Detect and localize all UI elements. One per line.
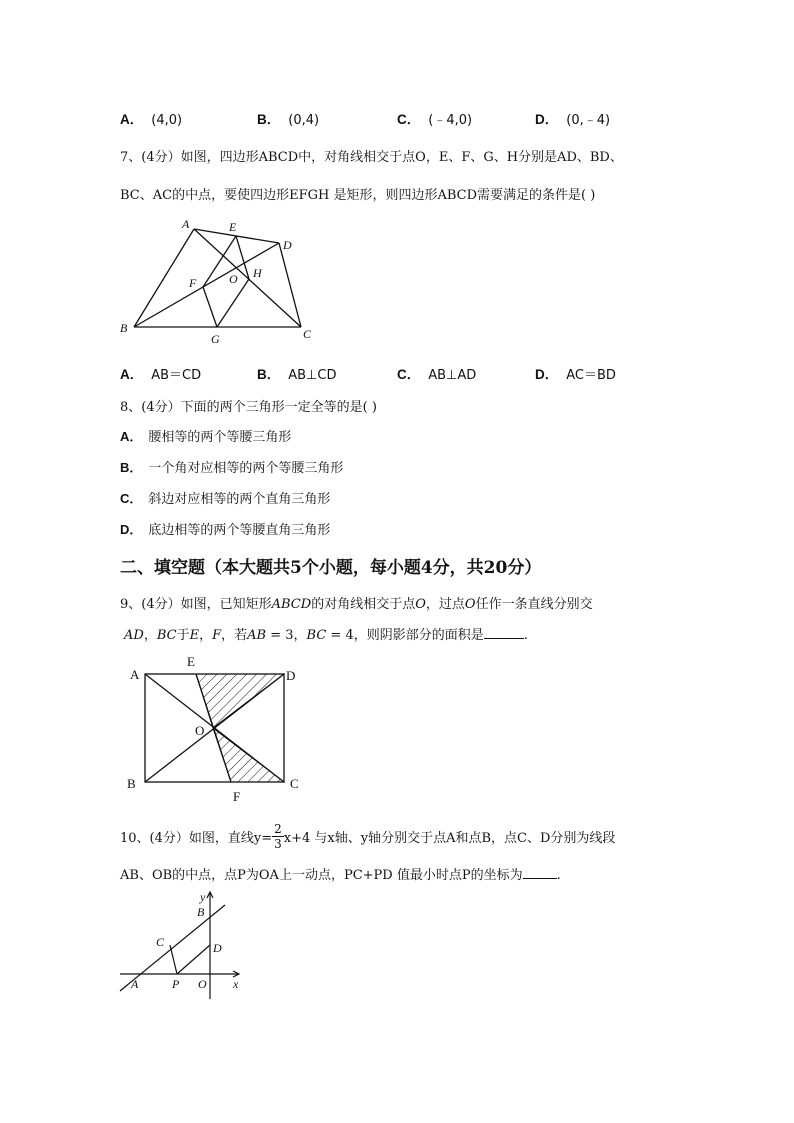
text: ， — [199, 628, 213, 643]
denominator: 3 — [274, 836, 282, 851]
text-italic: AB — [247, 628, 267, 643]
label-o: O — [198, 977, 207, 991]
segment-cp — [170, 945, 177, 974]
q8-stem: 8、(4分）下面的两个三角形一定全等的是( ) — [120, 400, 377, 415]
q8-option-a — [120, 426, 291, 445]
label-p: P — [172, 977, 180, 991]
option-letter: B． — [257, 112, 281, 127]
label-f: F — [233, 789, 241, 804]
text-italic: E — [189, 628, 200, 643]
side-dc — [279, 243, 301, 327]
option-letter: D． — [535, 112, 559, 127]
label-e: E — [187, 654, 195, 669]
label-o: O — [195, 723, 205, 738]
option-letter: A． — [120, 429, 143, 444]
q9-figure — [120, 652, 320, 808]
text: 任作一条直线分别交 — [475, 597, 593, 612]
option-text: (4,0) — [151, 113, 183, 128]
option-letter: D． — [535, 367, 559, 382]
option-text: AB⊥CD — [288, 368, 337, 383]
label-a: A — [182, 217, 190, 231]
option-letter: A． — [120, 112, 144, 127]
text: 9、(4分）如图，已知矩形 — [120, 597, 272, 612]
q7-option-a — [120, 363, 201, 383]
option-text: 斜边对应相等的两个直角三角形 — [148, 492, 331, 507]
label-x: x — [233, 977, 239, 991]
option-letter: B． — [257, 367, 281, 382]
label-a: A — [130, 667, 140, 682]
q7-figure — [115, 215, 320, 350]
answer-blank — [484, 626, 524, 639]
text: = 4，则阴影部分的面积是 — [326, 628, 484, 643]
text-italic: F — [212, 628, 222, 643]
q8-option-c — [120, 488, 330, 507]
option-text: 一个角对应相等的两个等腰三角形 — [148, 461, 344, 476]
text-italic: AD — [124, 628, 144, 643]
text: ，若 — [221, 628, 248, 643]
q7-option-b — [257, 363, 336, 383]
label-g: G — [211, 332, 220, 346]
diagonal-bd — [134, 243, 279, 327]
text-italic: BC — [306, 628, 327, 643]
q6-option-a — [120, 108, 182, 128]
label-d: D — [286, 668, 296, 683]
label-b: B — [120, 321, 128, 335]
label-e: E — [229, 220, 237, 234]
text-italic: O — [464, 597, 476, 612]
text: AB、OB的中点，点P为OA上一动点，PC+PD 值最小时点P的坐标为 — [120, 868, 523, 883]
label-y: y — [200, 890, 206, 904]
q8-option-d — [120, 519, 330, 538]
text: 10、(4分）如图，直线y= — [120, 830, 273, 846]
label-c: C — [290, 776, 299, 791]
option-letter: C． — [397, 367, 421, 382]
option-text: 腰相等的两个等腰三角形 — [148, 430, 292, 445]
q6-option-c — [397, 108, 472, 128]
option-letter: C． — [120, 491, 143, 506]
numerator: 2 — [274, 821, 282, 836]
label-b: B — [197, 905, 205, 919]
option-text: (0,﹣4) — [566, 113, 611, 128]
option-letter: D． — [120, 522, 143, 537]
text: 的对角线相交于点 — [311, 597, 416, 612]
text: 于 — [176, 628, 190, 643]
text-italic: BC — [156, 628, 177, 643]
section-heading: 二、填空题（本大题共5个小题，每小题4分，共20分） — [120, 558, 542, 578]
text: ， — [143, 628, 157, 643]
fraction — [272, 822, 284, 851]
text: x+4 与x轴、y轴分别交于点A和点B，点C、D分别为线段 — [283, 830, 616, 846]
option-letter: A． — [120, 367, 144, 382]
label-d: D — [283, 238, 292, 252]
segment-fg — [203, 287, 217, 327]
option-text: (0,4) — [288, 113, 320, 128]
q7-option-c — [397, 363, 476, 383]
side-ab — [134, 229, 194, 327]
text: ，过点 — [425, 597, 465, 612]
q9-stem-line2 — [124, 624, 528, 643]
label-o: O — [229, 272, 238, 286]
option-letter: B． — [120, 460, 143, 475]
option-text: AB＝CD — [151, 368, 202, 383]
label-a: A — [131, 977, 139, 991]
option-letter: C． — [397, 112, 421, 127]
segment-gh — [217, 279, 249, 327]
q10-stem-line2 — [120, 864, 561, 883]
label-c: C — [156, 935, 165, 949]
label-f: F — [189, 276, 197, 290]
segment-pd — [177, 945, 210, 974]
option-text: (﹣4,0) — [428, 113, 473, 128]
shaded-region-top — [196, 674, 284, 728]
text-italic: O — [415, 597, 426, 612]
label-c: C — [303, 327, 312, 341]
label-b: B — [127, 776, 136, 791]
q10-figure — [115, 885, 250, 1003]
option-text: AC＝BD — [566, 368, 616, 383]
q6-option-d — [535, 108, 610, 128]
label-d: D — [213, 941, 222, 955]
q7-stem-line1: 7、(4分）如图，四边形ABCD中，对角线相交于点O，E、F、G、H分别是AD、BD、 — [120, 150, 623, 165]
answer-blank — [523, 866, 557, 879]
q7-option-d — [535, 363, 616, 383]
q8-option-b — [120, 457, 343, 476]
q10-stem-line1 — [120, 818, 615, 854]
label-h: H — [253, 266, 262, 280]
text: . — [556, 868, 561, 883]
option-text: AB⊥AD — [428, 368, 477, 383]
text: = 3， — [266, 628, 307, 643]
text: . — [523, 628, 528, 643]
q7-stem-line2: BC、AC的中点，要使四边形EFGH 是矩形，则四边形ABCD需要满足的条件是( ) — [120, 188, 596, 203]
q6-option-b — [257, 108, 319, 128]
text-italic: ABCD — [271, 597, 312, 612]
option-text: 底边相等的两个等腰直角三角形 — [148, 523, 331, 538]
q9-stem-line1 — [120, 593, 593, 612]
